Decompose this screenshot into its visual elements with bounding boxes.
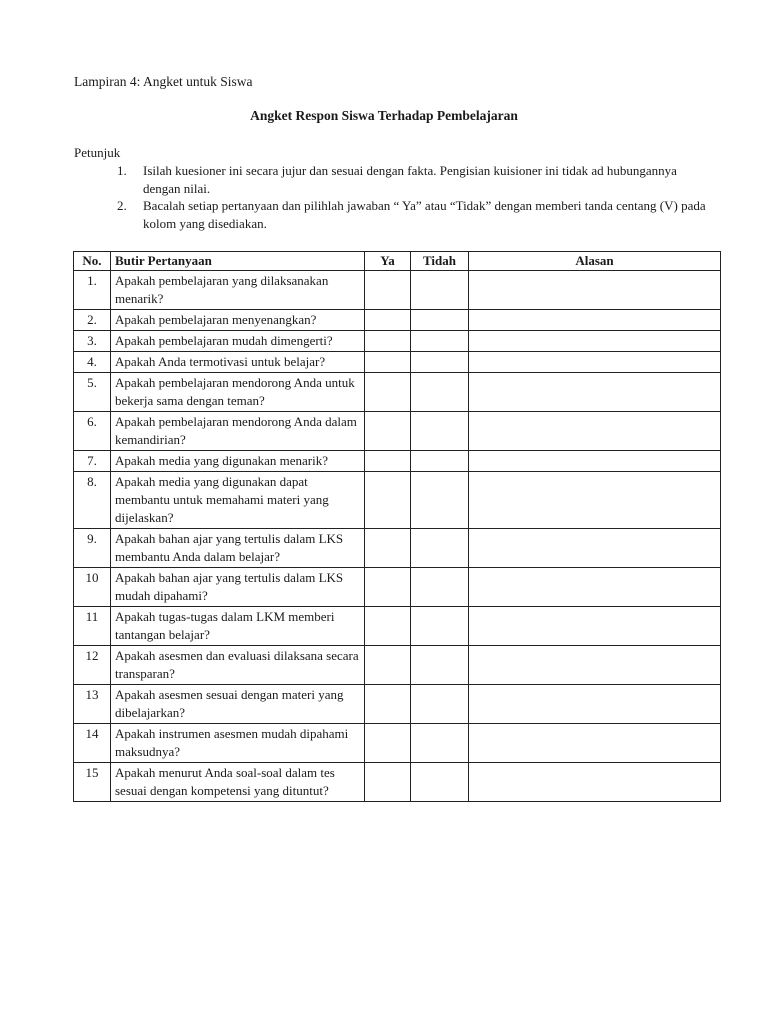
answer-no-cell[interactable] <box>411 451 469 472</box>
table-row <box>74 310 721 331</box>
answer-yes-cell[interactable] <box>365 352 411 373</box>
row-question: Apakah Anda termotivasi untuk belajar? <box>111 352 365 373</box>
reason-cell[interactable] <box>469 646 721 685</box>
row-question: Apakah pembelajaran mudah dimengerti? <box>111 331 365 352</box>
reason-cell[interactable] <box>469 373 721 412</box>
row-question: Apakah media yang digunakan dapat membantu untuk memahami materi yang dijelaskan? <box>111 472 365 529</box>
table-row <box>74 529 721 568</box>
answer-yes-cell[interactable] <box>365 331 411 352</box>
instructions-list <box>117 162 717 232</box>
table-row <box>74 763 721 802</box>
answer-no-cell[interactable] <box>411 331 469 352</box>
row-question: Apakah pembelajaran menyenangkan? <box>111 310 365 331</box>
row-question: Apakah asesmen sesuai dengan materi yang dibelajarkan? <box>111 685 365 724</box>
reason-cell[interactable] <box>469 271 721 310</box>
row-number: 3. <box>74 331 111 352</box>
row-number: 14 <box>74 724 111 763</box>
answer-yes-cell[interactable] <box>365 724 411 763</box>
attachment-label: Lampiran 4: Angket untuk Siswa <box>74 74 253 89</box>
answer-yes-cell[interactable] <box>365 685 411 724</box>
answer-no-cell[interactable] <box>411 568 469 607</box>
table-row <box>74 271 721 310</box>
table-row <box>74 685 721 724</box>
table-row <box>74 724 721 763</box>
answer-no-cell[interactable] <box>411 646 469 685</box>
answer-no-cell[interactable] <box>411 685 469 724</box>
table-row <box>74 451 721 472</box>
reason-cell[interactable] <box>469 310 721 331</box>
table-body <box>74 271 721 802</box>
answer-no-cell[interactable] <box>411 373 469 412</box>
answer-no-cell[interactable] <box>411 472 469 529</box>
row-number: 8. <box>74 472 111 529</box>
row-question: Apakah pembelajaran mendorong Anda untuk bekerja sama dengan teman? <box>111 373 365 412</box>
row-question: Apakah pembelajaran mendorong Anda dalam kemandirian? <box>111 412 365 451</box>
answer-yes-cell[interactable] <box>365 451 411 472</box>
row-number: 12 <box>74 646 111 685</box>
answer-no-cell[interactable] <box>411 271 469 310</box>
instruction-item <box>117 162 717 197</box>
header-yes: Ya <box>365 252 411 271</box>
reason-cell[interactable] <box>469 412 721 451</box>
answer-yes-cell[interactable] <box>365 373 411 412</box>
instruction-text: Bacalah setiap pertanyaan dan pilihlah jawaban “ Ya” atau “Tidak” dengan memberi tanda centang (V) pada kolom yang disediakan. <box>143 198 706 231</box>
questionnaire-table <box>73 251 721 802</box>
row-question: Apakah instrumen asesmen mudah dipahami maksudnya? <box>111 724 365 763</box>
instruction-item <box>117 197 717 232</box>
answer-yes-cell[interactable] <box>365 472 411 529</box>
row-question: Apakah pembelajaran yang dilaksanakan menarik? <box>111 271 365 310</box>
answer-yes-cell[interactable] <box>365 607 411 646</box>
instructions-label: Petunjuk <box>74 145 121 160</box>
row-number: 15 <box>74 763 111 802</box>
answer-no-cell[interactable] <box>411 310 469 331</box>
reason-cell[interactable] <box>469 352 721 373</box>
answer-yes-cell[interactable] <box>365 568 411 607</box>
answer-yes-cell[interactable] <box>365 412 411 451</box>
row-number: 5. <box>74 373 111 412</box>
table-row <box>74 646 721 685</box>
header-no: No. <box>74 252 111 271</box>
table-row <box>74 352 721 373</box>
answer-no-cell[interactable] <box>411 724 469 763</box>
reason-cell[interactable] <box>469 472 721 529</box>
row-number: 9. <box>74 529 111 568</box>
header-no-answer: Tidah <box>411 252 469 271</box>
row-number: 13 <box>74 685 111 724</box>
row-number: 1. <box>74 271 111 310</box>
row-number: 2. <box>74 310 111 331</box>
table-row <box>74 331 721 352</box>
header-question: Butir Pertanyaan <box>111 252 365 271</box>
reason-cell[interactable] <box>469 451 721 472</box>
answer-yes-cell[interactable] <box>365 310 411 331</box>
row-question: Apakah bahan ajar yang tertulis dalam LKS membantu Anda dalam belajar? <box>111 529 365 568</box>
row-question: Apakah asesmen dan evaluasi dilaksana secara transparan? <box>111 646 365 685</box>
reason-cell[interactable] <box>469 685 721 724</box>
row-question: Apakah menurut Anda soal-soal dalam tes sesuai dengan kompetensi yang dituntut? <box>111 763 365 802</box>
table-row <box>74 472 721 529</box>
row-number: 11 <box>74 607 111 646</box>
reason-cell[interactable] <box>469 724 721 763</box>
answer-yes-cell[interactable] <box>365 646 411 685</box>
reason-cell[interactable] <box>469 763 721 802</box>
row-number: 7. <box>74 451 111 472</box>
answer-yes-cell[interactable] <box>365 529 411 568</box>
answer-no-cell[interactable] <box>411 607 469 646</box>
reason-cell[interactable] <box>469 607 721 646</box>
row-number: 10 <box>74 568 111 607</box>
answer-yes-cell[interactable] <box>365 271 411 310</box>
row-question: Apakah media yang digunakan menarik? <box>111 451 365 472</box>
table-row <box>74 373 721 412</box>
row-question: Apakah bahan ajar yang tertulis dalam LKS mudah dipahami? <box>111 568 365 607</box>
answer-no-cell[interactable] <box>411 763 469 802</box>
answer-no-cell[interactable] <box>411 352 469 373</box>
row-number: 4. <box>74 352 111 373</box>
answer-yes-cell[interactable] <box>365 763 411 802</box>
answer-no-cell[interactable] <box>411 529 469 568</box>
table-row <box>74 568 721 607</box>
reason-cell[interactable] <box>469 331 721 352</box>
reason-cell[interactable] <box>469 568 721 607</box>
row-question: Apakah tugas-tugas dalam LKM memberi tantangan belajar? <box>111 607 365 646</box>
table-header-row <box>74 252 721 271</box>
table-row <box>74 412 721 451</box>
reason-cell[interactable] <box>469 529 721 568</box>
instruction-number: 2. <box>117 198 127 213</box>
table-row <box>74 607 721 646</box>
header-reason: Alasan <box>469 252 721 271</box>
page-title: Angket Respon Siswa Terhadap Pembelajaran <box>250 108 518 123</box>
instruction-number: 1. <box>117 163 127 178</box>
row-number: 6. <box>74 412 111 451</box>
answer-no-cell[interactable] <box>411 412 469 451</box>
instruction-text: Isilah kuesioner ini secara jujur dan sesuai dengan fakta. Pengisian kuisioner ini tidak ad hubungannya dengan nilai. <box>143 163 677 196</box>
